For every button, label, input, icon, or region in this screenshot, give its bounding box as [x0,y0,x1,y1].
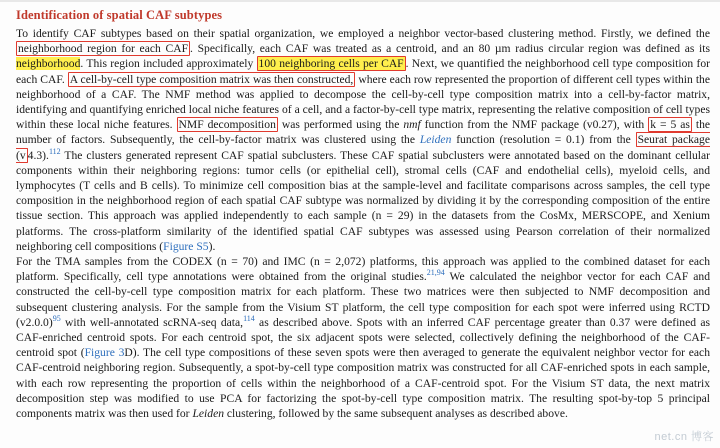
p2-seg4: as described above. Spots with an inferred CAF percentage greater than 0.37 were defined as CAF-enriched centroid spots. For each centroid spot, the six adjacent spots were selected, collectively defining the neighborhood of the CAF-centroid spot ( [16,315,710,360]
p1-seg7: function from the NMF package (v0.27), with [420,118,649,132]
annotation-box-nmf-decomposition: NMF decomposition [178,118,276,132]
page-top-rule [0,0,720,2]
link-figure-3d[interactable]: Figure 3 [84,346,125,360]
citation-21-94[interactable]: 21,94 [426,268,445,278]
annotation-box-k-equals-5: k = 5 as [650,118,690,132]
p1-seg4: . Next, we quantified the neighborhood cell type composition for each CAF. [16,57,710,86]
p2-seg3: with well-annotated scRNA-seq data, [60,315,244,329]
annotation-box-100-neighboring-cells: 100 neighboring cells per CAF [258,57,404,71]
p1-seg6: was performed using the [277,118,404,132]
link-leiden[interactable]: Leiden [419,133,452,147]
paragraph-2 [16,254,710,421]
link-figure-s5[interactable]: Figure S5 [163,239,209,253]
p1-seg5: where each row represented the proportion of different cell types within the neighborhood of a CAF. The NMF method was applied to decompose the cell-by-cell type composition matrix into a cell-by-factor matrix, identifying and quantifying enriched local niche features of a cell, and a factor-by-cell type matrix, representing the relative composition of cell types within these local niche features. [16,72,710,132]
p2-seg5: D). The cell type compositions of these seven spots were then averaged to generate the equivalent neighbor vector for each CAF-centroid neighboring region. Subsequently, a spot-by-cell type composition matrix was constructed for all CAF-enriched spots in each sample, with each row representing the proportion of cells within the neighborhood of a CAF-centroid spot. For the Visium ST data, the next matrix decomposition step was modified to use PCA for factorizing the spot-by-cell type composition matrix. The resulting spot-by-top 5 principal components matrix was then used for [16,346,710,421]
p1-seg3: . This region included approximately [80,57,257,71]
p2-italic-leiden: Leiden [192,407,225,421]
citation-112[interactable]: 112 [48,146,61,156]
section-title: Identification of spatial CAF subtypes [16,8,223,22]
p2-seg6: clustering, followed by the same subsequent analyses as described above. [224,407,568,421]
citation-95[interactable]: 95 [52,314,61,323]
p1-seg11: The clusters generated represent CAF spatial subclusters. These CAF spatial subclusters were annotated based on the dominant cellular components within their neighboring regions: tumor cells (or epithelial cell), stromal cells (CAF and endothelial cells), myeloid cells, and lymphocytes (T cells and B cells). To minimize cell composition bias at the sample-level and facilitate comparisons across samples, the cell type composition in the neighborhood region of each spatial CAF subtype was normalized by dividing it by the corresponding composition of the entire tissue section. This approach was applied independently to each sample (n = 29) in the datasets from the CosMx, MERSCOPE, and Xenium platforms. The cross-platform similarity of the identified spatial CAF subtypes was assessed using Pearson correlation of their normalized neighboring cell compositions ( [16,148,710,253]
p1-italic-nmf: nmf [403,118,421,132]
p1-seg9: function (resolution = 0.1) from the [451,133,636,147]
p1-seg1: To identify CAF subtypes based on their spatial organization, we employed a neighbor vector-based clustering method. Firstly, we defined the [16,27,710,40]
watermark: net.cn 博客 [654,431,714,443]
annotation-box-neighborhood-region: neighborhood region for each CAF [18,42,189,56]
paragraph-1 [16,26,710,254]
annotation-box-composition-matrix: A cell-by-cell type composition matrix was then constructed, [69,72,354,86]
p2-seg2: We calculated the neighbor vector for each CAF and constructed the cell-by-cell type composition matrix for each platform. These two matrices were then subjected to NMF decomposition and subsequent clustering analysis. For the sample from the Visium ST platform, the cell type composition for each spot were inferred using RCTD (v2.0.0) [16,270,710,329]
p1-seg12: ). [208,239,216,253]
body-text-container [16,26,710,421]
p1-seg2: . Specifically, each CAF was treated as a centroid, and an 80 µm radius circular region was defined as its [190,42,711,56]
citation-114[interactable]: 114 [243,314,255,323]
annotation-box-seurat-package: Seurat package (v [16,133,710,162]
p1-seg8: the number of factors. Subsequently, the cell-by-factor matrix was clustered using the [16,118,711,147]
highlight-neighborhood: neighborhood [16,57,81,71]
p2-seg1: For the TMA samples from the CODEX (n = 70) and IMC (n = 2,072) platforms, this approach was applied to the combined dataset for each platform. Specifically, cell type annotations were obtained from the original studies. [16,255,710,284]
p1-seg10: 4.3). [27,148,49,162]
